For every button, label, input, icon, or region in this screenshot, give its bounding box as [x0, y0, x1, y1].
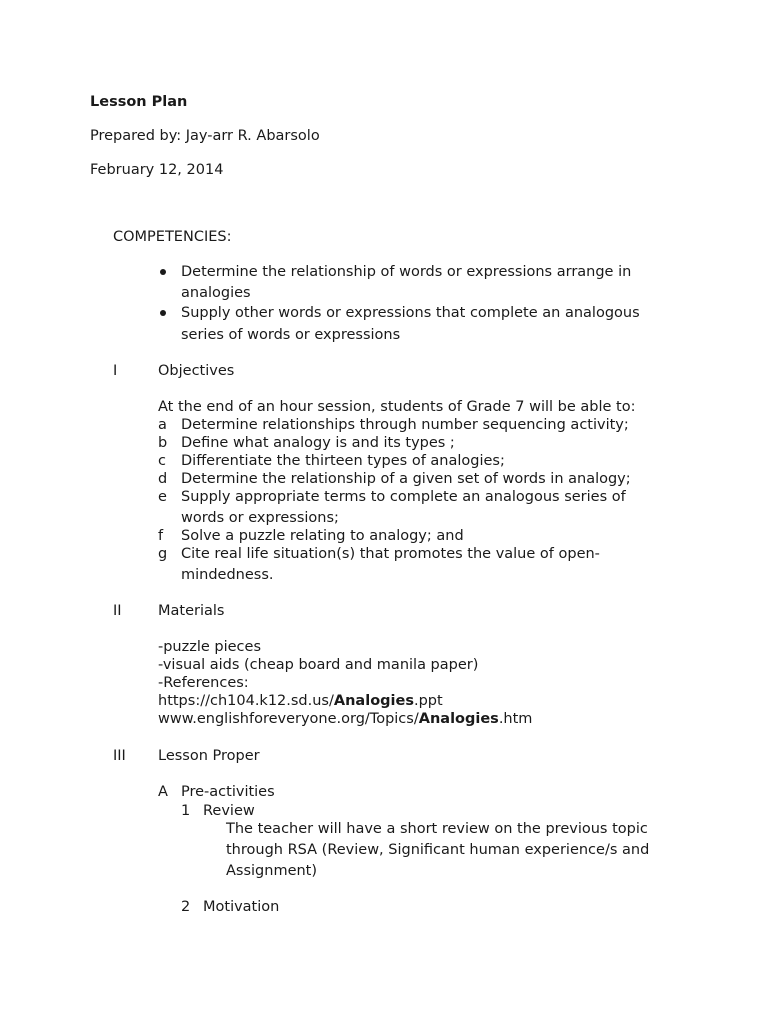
objectives-intro: At the end of an hour session, students of Grade 7 will be able to: — [158, 399, 636, 415]
objective-text: Define what analogy is and its types ; — [181, 435, 455, 451]
lesson-heading: Lesson Proper — [158, 748, 260, 764]
objective-letter: d — [158, 471, 168, 487]
objective-letter: e — [158, 489, 167, 505]
objectives-heading: Objectives — [158, 363, 235, 379]
section-numeral-iii: III — [113, 748, 126, 764]
material-item: -visual aids (cheap board and manila paper) — [158, 657, 479, 673]
objective-text: Differentiate the thirteen types of analogies; — [181, 453, 505, 469]
material-item: -References: — [158, 675, 249, 691]
competencies-heading: COMPETENCIES: — [113, 229, 232, 245]
reference-1-suffix: .ppt — [413, 693, 443, 709]
reference-2-bold: Analogies — [418, 711, 499, 727]
reference-2-prefix: www.englishforeveryone.org/Topics/ — [158, 711, 419, 727]
objective-letter: c — [158, 453, 166, 469]
step-title: Review — [203, 803, 255, 819]
objective-letter: b — [158, 435, 168, 451]
objective-letter: a — [158, 417, 167, 433]
objective-letter: g — [158, 546, 168, 562]
objective-text-continued: words or expressions; — [181, 510, 339, 526]
competency-item-2-line2: series of words or expressions — [181, 327, 401, 343]
step-number: 2 — [181, 899, 191, 915]
document-date: February 12, 2014 — [90, 162, 224, 178]
bullet-icon — [160, 269, 166, 275]
competency-item-1-line1: Determine the relationship of words or expressions arrange in — [181, 264, 632, 280]
section-numeral-ii: II — [113, 603, 122, 619]
reference-2-suffix: .htm — [498, 711, 533, 727]
objective-text: Determine relationships through number sequencing activity; — [181, 417, 629, 433]
competency-item-2-line1: Supply other words or expressions that complete an analogous — [181, 305, 640, 321]
material-item: -puzzle pieces — [158, 639, 262, 655]
step-description: The teacher will have a short review on the previous topic — [226, 821, 648, 837]
subsection-letter: A — [158, 784, 168, 800]
objective-text: Supply appropriate terms to complete an analogous series of — [181, 489, 626, 505]
objective-text: Solve a puzzle relating to analogy; and — [181, 528, 464, 544]
objective-text: Cite real life situation(s) that promotes the value of open- — [181, 546, 600, 562]
reference-link-1[interactable] — [158, 692, 443, 710]
subsection-title: Pre-activities — [181, 784, 275, 800]
reference-1-prefix: https://ch104.k12.sd.us/ — [158, 693, 334, 709]
step-description: through RSA (Review, Significant human experience/s and — [226, 842, 650, 858]
section-numeral-i: I — [113, 363, 118, 379]
step-description: Assignment) — [226, 863, 318, 879]
document-title: Lesson Plan — [90, 94, 188, 110]
bullet-icon — [160, 310, 166, 316]
objective-text-continued: mindedness. — [181, 567, 274, 583]
materials-heading: Materials — [158, 603, 225, 619]
competency-item-1-line2: analogies — [181, 285, 251, 301]
step-number: 1 — [181, 803, 191, 819]
prepared-by: Prepared by: Jay-arr R. Abarsolo — [90, 128, 320, 144]
reference-link-2[interactable] — [158, 710, 532, 728]
reference-1-bold: Analogies — [333, 693, 414, 709]
objective-text: Determine the relationship of a given set of words in analogy; — [181, 471, 631, 487]
objective-letter: f — [158, 528, 164, 544]
step-title: Motivation — [203, 899, 280, 915]
